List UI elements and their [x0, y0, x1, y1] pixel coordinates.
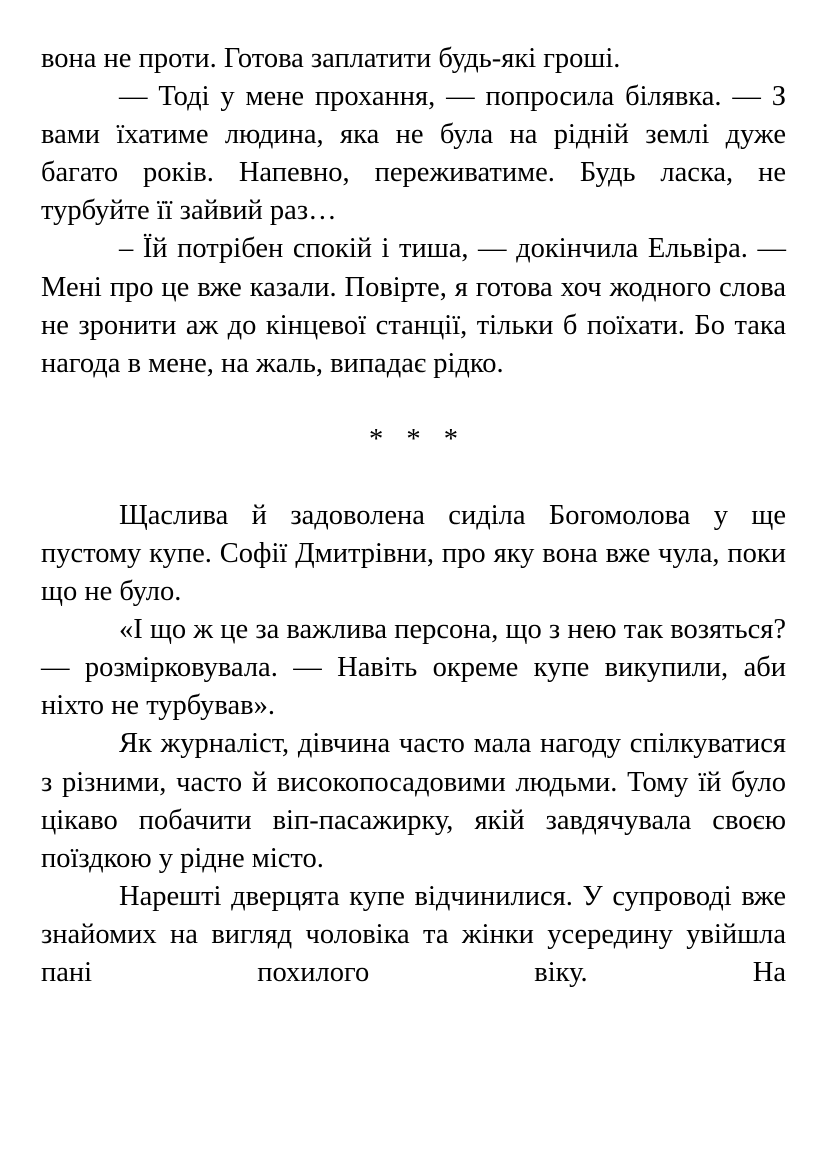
paragraph-3: – Їй потрібен спокій і тиша, — докінчила Ельвіра. — Мені про це вже казали. Повірте, я готова хоч жодного слова не зронити аж до кінцевої станції, тільки б поїхати. Бо така нагода в мене, на жаль, випадає рідко. [41, 233, 786, 379]
paragraph-7: Нарешті дверцята купе відчинилися. У супроводі вже знайомих на вигляд чоловіка та жінки усередину увійшла пані похилого віку. На [41, 880, 786, 988]
paragraph-5: «І що ж це за важлива персона, що з нею так возяться? — розмірковувала. — Навіть окреме купе викупили, аби ніхто не турбував». [41, 614, 786, 722]
paragraph-1: вона не проти. Готова заплатити будь-які гроші. [41, 43, 621, 74]
paragraph-4: Щаслива й задоволена сиділа Богомолова у ще пустому купе. Софії Дмитрівни, про яку вона вже чула, поки що не було. [41, 499, 786, 608]
paragraph-2: — Тоді у мене прохання, — попросила білявка. — З вами їхатиме людина, яка не була на рідній землі дуже багато років. Напевно, переживатиме. Будь ласка, не турбуйте її зайвий раз… [41, 81, 786, 227]
section-separator: * * * [369, 423, 466, 455]
paragraph-6: Як журналіст, дівчина часто мала нагоду спілкуватися з різними, часто й високопосадовими людьми. Тому їй було цікаво побачити віп-пасажирку, якій завдячувала своєю поїздкою у рідне місто. [41, 728, 786, 874]
